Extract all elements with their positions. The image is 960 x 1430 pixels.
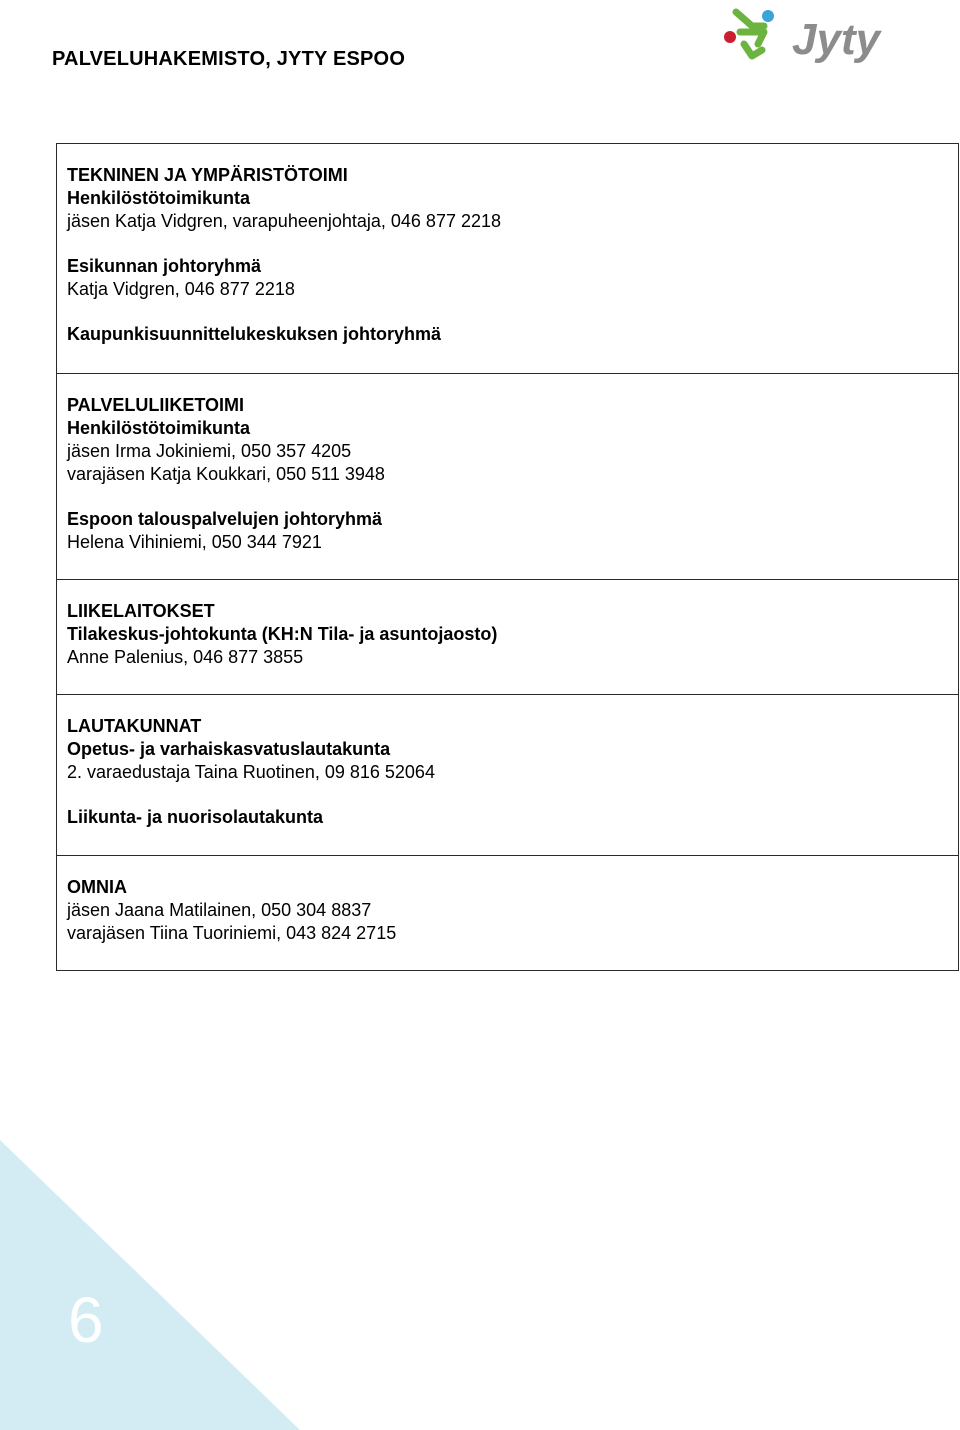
section-group [67,323,948,346]
section-group [67,255,948,301]
section-heading: PALVELULIIKETOIMI [67,395,245,415]
directory-section [57,855,958,970]
section-heading: Henkilöstötoimikunta [67,418,251,438]
member-line: jäsen Jaana Matilainen, 050 304 8837 [67,900,372,920]
directory-section [57,144,958,373]
section-heading: Henkilöstötoimikunta [67,188,251,208]
logo-wordmark: Jyty [792,15,881,64]
jyty-logo [718,4,898,74]
section-group [67,164,948,233]
section-heading: TEKNINEN JA YMPÄRISTÖTOIMI [67,165,348,185]
section-group [67,715,948,784]
member-line: jäsen Irma Jokiniemi, 050 357 4205 [67,441,352,461]
section-heading: Esikunnan johtoryhmä [67,256,262,276]
member-line: varajäsen Tiina Tuoriniemi, 043 824 2715 [67,923,397,943]
directory-section [57,694,958,855]
member-line: Helena Vihiniemi, 050 344 7921 [67,532,322,552]
corner-decoration [0,1130,310,1430]
section-heading: Espoon talouspalvelujen johtoryhmä [67,509,383,529]
section-group [67,600,948,669]
member-line: 2. varaedustaja Taina Ruotinen, 09 816 52064 [67,762,435,782]
section-heading: OMNIA [67,877,127,897]
section-heading: Kaupunkisuunnittelukeskuksen johtoryhmä [67,324,442,344]
member-line: jäsen Katja Vidgren, varapuheenjohtaja, 046 877 2218 [67,211,502,231]
page-number: 6 [68,1284,104,1356]
section-group [67,806,948,829]
logo-swoosh-top [736,12,764,26]
section-group [67,394,948,486]
section-group [67,876,948,945]
member-line: Katja Vidgren, 046 877 2218 [67,279,295,299]
directory-section [57,373,958,579]
section-group [67,508,948,554]
page-title: PALVELUHAKEMISTO, JYTY ESPOO [52,48,406,70]
logo-dot-blue [762,10,774,22]
member-line: varajäsen Katja Koukkari, 050 511 3948 [67,464,385,484]
directory-table [56,143,959,971]
section-heading: LIIKELAITOKSET [67,601,215,621]
directory-section [57,579,958,694]
section-heading: LAUTAKUNNAT [67,716,202,736]
section-heading: Opetus- ja varhaiskasvatuslautakunta [67,739,391,759]
logo-dot-red [724,31,736,43]
member-line: Anne Palenius, 046 877 3855 [67,647,304,667]
section-heading: Tilakeskus-johtokunta (KH:N Tila- ja asuntojaosto) [67,624,498,644]
corner-triangle [0,1140,300,1430]
section-heading: Liikunta- ja nuorisolautakunta [67,807,324,827]
